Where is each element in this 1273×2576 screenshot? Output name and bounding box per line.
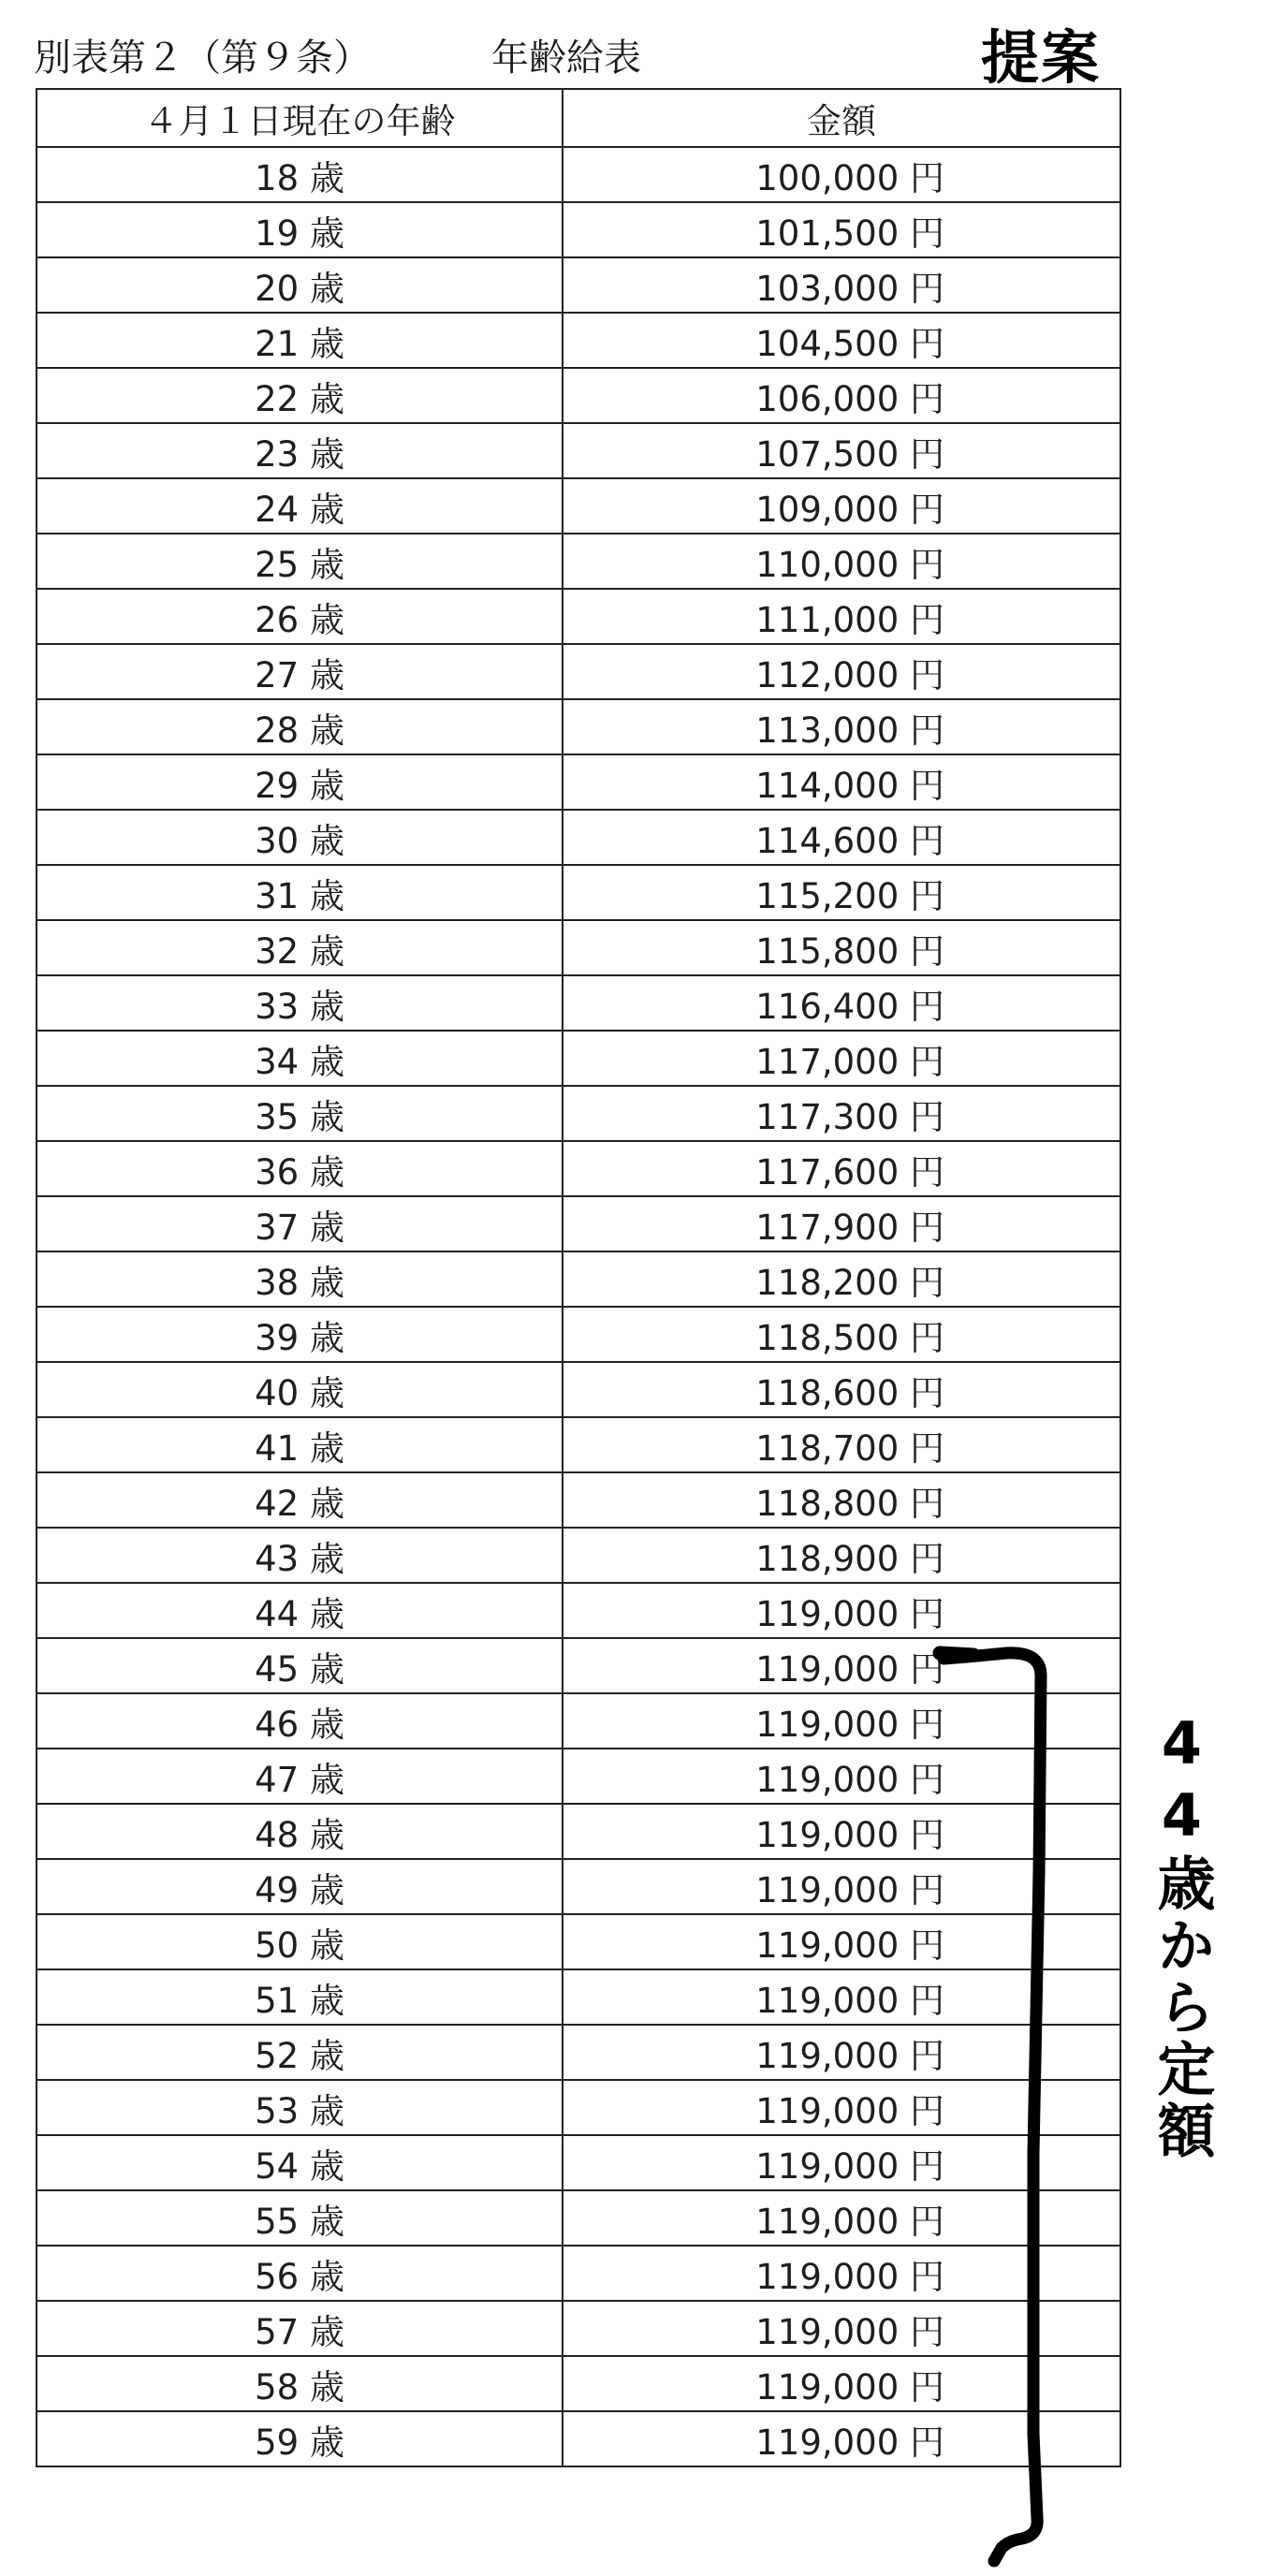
table-row <box>37 202 1120 257</box>
amount-cell <box>563 147 1120 202</box>
age-cell: 38 歳 <box>37 1251 563 1307</box>
amount-value: 119,000 円 <box>755 1648 944 1690</box>
amount-value: 106,000 円 <box>755 378 944 419</box>
table-row <box>37 699 1120 754</box>
amount-cell <box>563 313 1120 368</box>
amount-cell <box>563 2025 1120 2080</box>
amount-cell <box>563 2411 1120 2466</box>
amount-cell <box>563 975 1120 1031</box>
amount-cell <box>563 2190 1120 2246</box>
age-cell: 50 歳 <box>37 1914 563 1969</box>
amount-value: 117,600 円 <box>755 1151 944 1193</box>
amount-value: 119,000 円 <box>755 1704 944 1745</box>
table-row <box>37 2080 1120 2135</box>
age-cell: 40 歳 <box>37 1362 563 1417</box>
amount-value: 118,900 円 <box>755 1538 944 1579</box>
amount-value: 119,000 円 <box>755 2090 944 2131</box>
table-row <box>37 1914 1120 1969</box>
amount-cell <box>563 1638 1120 1693</box>
amount-cell <box>563 920 1120 975</box>
age-cell: 59 歳 <box>37 2411 563 2466</box>
table-row <box>37 2135 1120 2190</box>
amount-value: 119,000 円 <box>755 1814 944 1855</box>
table-row <box>37 975 1120 1031</box>
age-cell: 20 歳 <box>37 257 563 313</box>
amount-value: 115,200 円 <box>755 875 944 916</box>
annotation-area <box>1121 1709 1241 2162</box>
table-row <box>37 1307 1120 1362</box>
amount-cell <box>563 478 1120 534</box>
amount-cell <box>563 368 1120 423</box>
table-row <box>37 589 1120 644</box>
age-cell: 28 歳 <box>37 699 563 754</box>
age-cell: 48 歳 <box>37 1804 563 1859</box>
table-row <box>37 534 1120 589</box>
age-cell: 33 歳 <box>37 975 563 1031</box>
amount-value: 114,000 円 <box>755 765 944 806</box>
amount-value: 118,200 円 <box>755 1262 944 1303</box>
amount-cell <box>563 202 1120 257</box>
amount-cell <box>563 1583 1120 1638</box>
proposal-label: 提案 <box>981 23 1102 92</box>
age-cell: 44 歳 <box>37 1583 563 1638</box>
table-row <box>37 1804 1120 1859</box>
table-row <box>37 1472 1120 1528</box>
age-cell: 24 歳 <box>37 478 563 534</box>
amount-value: 119,000 円 <box>755 2311 944 2352</box>
amount-value: 118,700 円 <box>755 1427 944 1469</box>
amount-cell <box>563 1031 1120 1086</box>
table-row <box>37 423 1120 478</box>
table-row <box>37 1749 1120 1804</box>
age-cell: 56 歳 <box>37 2246 563 2301</box>
amount-cell <box>563 423 1120 478</box>
amount-cell <box>563 2080 1120 2135</box>
age-cell: 23 歳 <box>37 423 563 478</box>
amount-value: 118,500 円 <box>755 1317 944 1358</box>
amount-value: 103,000 円 <box>755 268 944 309</box>
amount-cell <box>563 754 1120 810</box>
amount-value: 118,800 円 <box>755 1483 944 1524</box>
amount-value: 118,600 円 <box>755 1372 944 1413</box>
amount-value: 117,300 円 <box>755 1096 944 1137</box>
age-cell: 19 歳 <box>37 202 563 257</box>
amount-value: 110,000 円 <box>755 544 944 585</box>
table-row <box>37 1859 1120 1914</box>
table-row <box>37 2246 1120 2301</box>
age-cell: 46 歳 <box>37 1693 563 1749</box>
table-header-row <box>37 89 1120 147</box>
table-row <box>37 1031 1120 1086</box>
amount-value: 119,000 円 <box>755 1980 944 2021</box>
amount-value: 100,000 円 <box>755 157 944 198</box>
age-cell: 31 歳 <box>37 865 563 920</box>
amount-value: 117,900 円 <box>755 1207 944 1248</box>
age-salary-table <box>36 88 1121 2467</box>
amount-value: 119,000 円 <box>755 1593 944 1634</box>
table-row <box>37 2411 1120 2466</box>
age-cell: 47 歳 <box>37 1749 563 1804</box>
table-row <box>37 2356 1120 2411</box>
age-cell: 49 歳 <box>37 1859 563 1914</box>
amount-cell <box>563 1307 1120 1362</box>
amount-value: 113,000 円 <box>755 710 944 751</box>
age-cell: 22 歳 <box>37 368 563 423</box>
table-row <box>37 478 1120 534</box>
amount-cell <box>563 1528 1120 1583</box>
age-cell: 51 歳 <box>37 1969 563 2025</box>
table-row <box>37 920 1120 975</box>
amount-cell <box>563 810 1120 865</box>
amount-value: 114,600 円 <box>755 820 944 861</box>
table-row <box>37 2025 1120 2080</box>
amount-value: 119,000 円 <box>755 2035 944 2076</box>
amount-value: 111,000 円 <box>755 599 944 640</box>
age-cell: 53 歳 <box>37 2080 563 2135</box>
table-row <box>37 1638 1120 1693</box>
amount-cell <box>563 699 1120 754</box>
amount-cell <box>563 534 1120 589</box>
table-row <box>37 1362 1120 1417</box>
table-row <box>37 1583 1120 1638</box>
amount-cell <box>563 1086 1120 1141</box>
age-cell: 39 歳 <box>37 1307 563 1362</box>
table-row <box>37 1251 1120 1307</box>
amount-cell <box>563 1141 1120 1196</box>
age-cell: 55 歳 <box>37 2190 563 2246</box>
amount-value: 119,000 円 <box>755 2256 944 2297</box>
amount-cell <box>563 589 1120 644</box>
column-header-age: ４月１日現在の年齢 <box>37 89 563 147</box>
age-cell: 27 歳 <box>37 644 563 699</box>
table-row <box>37 147 1120 202</box>
amount-cell <box>563 257 1120 313</box>
age-cell: 29 歳 <box>37 754 563 810</box>
amount-cell <box>563 1417 1120 1472</box>
age-cell: 52 歳 <box>37 2025 563 2080</box>
amount-cell <box>563 1472 1120 1528</box>
table-row <box>37 2190 1120 2246</box>
amount-value: 119,000 円 <box>755 2201 944 2242</box>
age-cell: 35 歳 <box>37 1086 563 1141</box>
amount-cell <box>563 1362 1120 1417</box>
table-row <box>37 2301 1120 2356</box>
table-row <box>37 313 1120 368</box>
amount-cell <box>563 2301 1120 2356</box>
age-cell: 58 歳 <box>37 2356 563 2411</box>
table-row <box>37 644 1120 699</box>
amount-value: 119,000 円 <box>755 2366 944 2408</box>
age-cell: 32 歳 <box>37 920 563 975</box>
amount-value: 117,000 円 <box>755 1041 944 1082</box>
table-row <box>37 1693 1120 1749</box>
table-title: 年齢給表 <box>491 37 641 80</box>
amount-value: 115,800 円 <box>755 930 944 972</box>
amount-cell <box>563 1859 1120 1914</box>
age-cell: 45 歳 <box>37 1638 563 1693</box>
table-row <box>37 1196 1120 1251</box>
age-cell: 26 歳 <box>37 589 563 644</box>
table-body <box>37 147 1120 2466</box>
age-cell: 25 歳 <box>37 534 563 589</box>
age-cell: 54 歳 <box>37 2135 563 2190</box>
amount-value: 101,500 円 <box>755 212 944 254</box>
table-row <box>37 1086 1120 1141</box>
table-row <box>37 865 1120 920</box>
amount-cell <box>563 2246 1120 2301</box>
age-cell: 42 歳 <box>37 1472 563 1528</box>
age-cell: 43 歳 <box>37 1528 563 1583</box>
table-row <box>37 368 1120 423</box>
column-header-amount: 金額 <box>563 89 1120 147</box>
amount-value: 107,500 円 <box>755 433 944 475</box>
table-row <box>37 754 1120 810</box>
age-cell: 21 歳 <box>37 313 563 368</box>
amount-cell <box>563 1196 1120 1251</box>
table-row <box>37 810 1120 865</box>
amount-value: 112,000 円 <box>755 654 944 695</box>
amount-cell <box>563 1749 1120 1804</box>
amount-cell <box>563 1969 1120 2025</box>
amount-value: 119,000 円 <box>755 1869 944 1910</box>
amount-value: 104,500 円 <box>755 323 944 364</box>
age-cell: 18 歳 <box>37 147 563 202</box>
amount-cell <box>563 1251 1120 1307</box>
amount-value: 116,400 円 <box>755 986 944 1027</box>
amount-cell <box>563 865 1120 920</box>
amount-cell <box>563 1914 1120 1969</box>
amount-cell <box>563 2356 1120 2411</box>
amount-cell <box>563 1693 1120 1749</box>
amount-cell <box>563 2135 1120 2190</box>
age-cell: 57 歳 <box>37 2301 563 2356</box>
age-cell: 30 歳 <box>37 810 563 865</box>
amount-value: 119,000 円 <box>755 2145 944 2187</box>
amount-value: 119,000 円 <box>755 1759 944 1800</box>
amount-cell <box>563 1804 1120 1859</box>
table-row <box>37 1969 1120 2025</box>
table-row <box>37 1528 1120 1583</box>
age-cell: 34 歳 <box>37 1031 563 1086</box>
age-cell: 37 歳 <box>37 1196 563 1251</box>
table-row <box>37 1141 1120 1196</box>
table-row <box>37 257 1120 313</box>
amount-value: 119,000 円 <box>755 2422 944 2463</box>
amount-value: 109,000 円 <box>755 489 944 530</box>
fixed-amount-note: 44歳から定額 <box>1148 1709 1216 2162</box>
age-cell: 41 歳 <box>37 1417 563 1472</box>
table-row <box>37 1417 1120 1472</box>
amount-cell <box>563 644 1120 699</box>
age-cell: 36 歳 <box>37 1141 563 1196</box>
amount-value: 119,000 円 <box>755 1925 944 1966</box>
document-title: 別表第２（第９条） <box>34 37 371 80</box>
